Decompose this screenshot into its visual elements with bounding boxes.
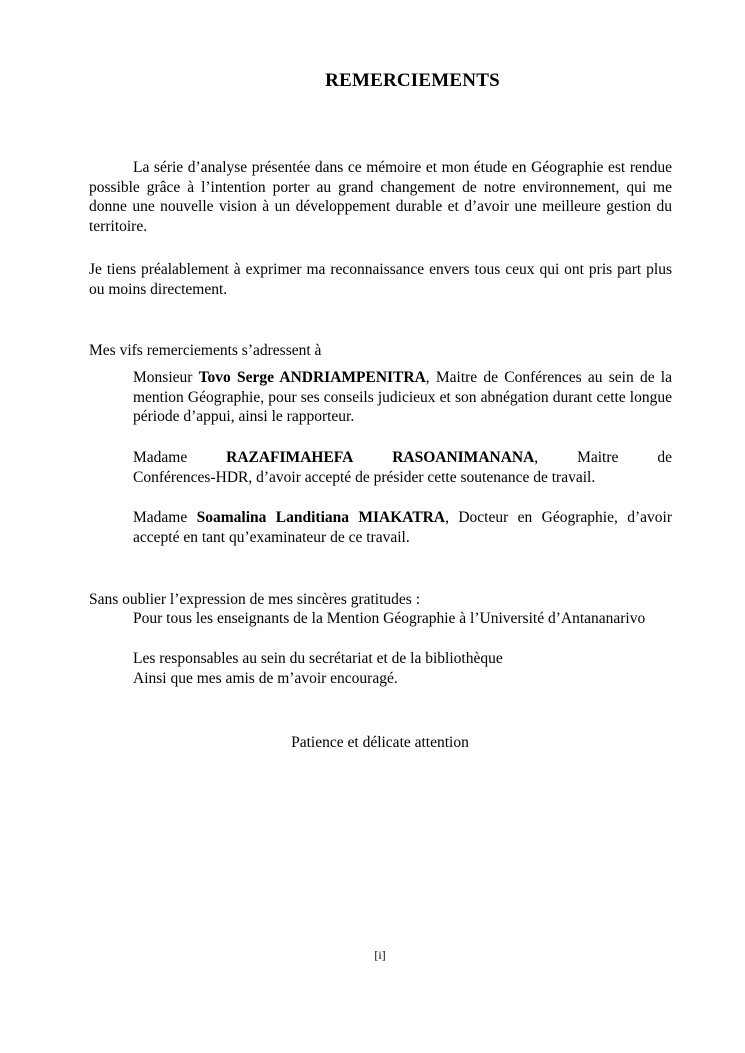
gratitude-heading: Sans oublier l’expression de mes sincères gratitudes : (89, 591, 421, 608)
person-2-name-1: RAZAFIMAHEFA (226, 449, 354, 466)
page-title: REMERCIEMENTS (325, 70, 500, 91)
person-3-title: Madame (133, 509, 188, 526)
person-2-role: Maitre (577, 449, 619, 466)
person-3-text: , Docteur en Géographie, d’avoir accepté en tant qu’examinateur de ce travail. (133, 509, 672, 546)
thanks-person-1 (133, 368, 672, 427)
intro-paragraph-1: La série d’analyse présentée dans ce mémoire et mon étude en Géographie est rendue possible grâce à l’intention porter au grand changement de notre environnement, qui me donne une nouvelle vision à un développement durable et d’avoir une meilleure gestion du territoire. (89, 159, 672, 235)
person-2-role-de: de (657, 449, 672, 466)
closing-line: Patience et délicate attention (291, 734, 469, 751)
person-3-name: Soamalina Landitiana MIAKATRA (196, 509, 446, 526)
thanks-person-2-line-2: Conférences-HDR, d’avoir accepté de présider cette soutenance de travail. (133, 469, 596, 486)
intro-paragraph-2: Je tiens préalablement à exprimer ma reconnaissance envers tous ceux qui ont pris part plus ou moins directement. (89, 261, 672, 298)
person-1-title: Monsieur (133, 369, 193, 386)
page-number: [i] (374, 948, 386, 962)
thanks-person-2-line-1 (133, 448, 672, 468)
person-1-name: Tovo Serge ANDRIAMPENITRA (198, 369, 426, 386)
person-2-comma: , (534, 449, 539, 466)
thanks-heading: Mes vifs remerciements s’adressent à (89, 342, 322, 359)
gratitude-item-2: Les responsables au sein du secrétariat et de la bibliothèque (133, 650, 503, 667)
person-1-text: , Maitre de Conférences au sein de la mention Géographie, pour ses conseils judicieux et son abnégation durant cette longue période d’appui, ainsi le rapporteur. (133, 369, 672, 426)
gratitude-item-3: Ainsi que mes amis de m’avoir encouragé. (133, 670, 398, 687)
person-2-name-2: RASOANIMANANA (392, 449, 535, 466)
thanks-person-3 (133, 508, 672, 547)
person-2-title: Madame (133, 449, 188, 466)
gratitude-item-1: Pour tous les enseignants de la Mention Géographie à l’Université d’Antananarivo (133, 610, 646, 627)
